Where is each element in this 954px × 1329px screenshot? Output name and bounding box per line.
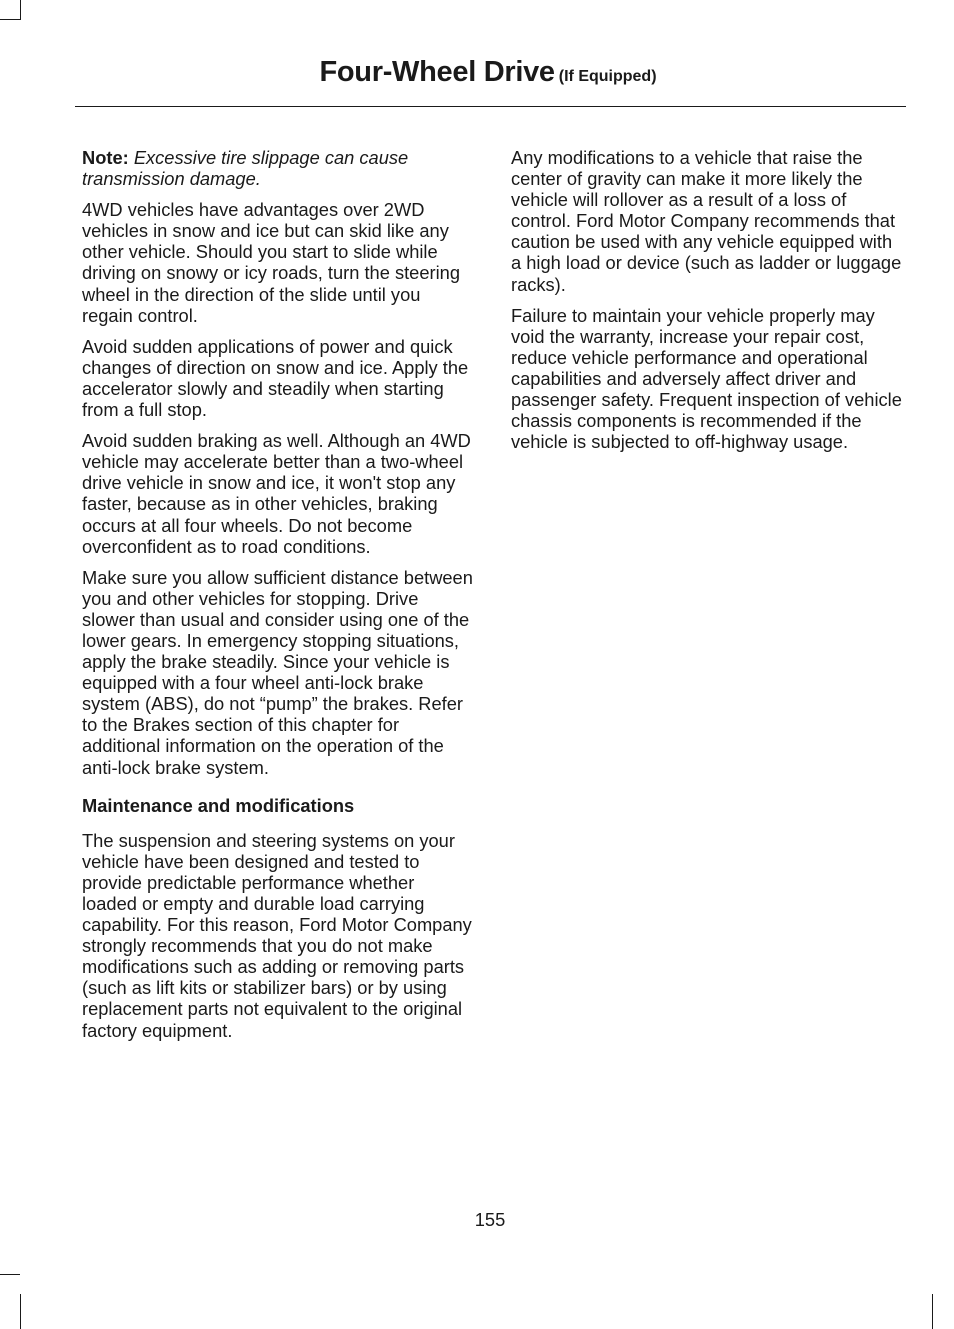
crop-mark-top-left-vertical	[20, 0, 21, 19]
page-title: Four-Wheel Drive	[319, 56, 555, 88]
body-paragraph: The suspension and steering systems on your vehicle have been designed and tested to provide predictable performance whether loaded or empty and durable load carrying capability. For this reason, Ford Motor Company strongly recommends that you do not make modifications such as adding or removing parts (such as lift kits or stabilizer bars) or by using replacement parts not equivalent to the original factory equipment.	[82, 829, 472, 1041]
crop-mark-bottom-left-vertical	[20, 1294, 21, 1329]
page-header	[0, 56, 954, 89]
right-column	[511, 147, 903, 462]
page-subtitle: (If Equipped)	[558, 68, 657, 85]
body-paragraph: Make sure you allow sufficient distance between you and other vehicles for stopping. Drive slower than usual and consider using one of the lower gears. In emergency stopping situations, apply the brake steadily. Since your vehicle is equipped with a four wheel anti-lock brake system (ABS), do not “pump” the brakes. Refer to the Brakes section of this chapter for additional information on the operation of the anti-lock brake system.	[82, 566, 473, 778]
crop-mark-bottom-right-vertical	[932, 1294, 933, 1329]
body-paragraph: Failure to maintain your vehicle properly may void the warranty, increase your repair cost, reduce vehicle performance and operational capabilities and adversely affect driver and passenger safety. Frequent inspection of vehicle chassis components is recommended if the vehicle is subjected to off-highway usage.	[511, 304, 902, 453]
left-column	[82, 147, 474, 1051]
body-paragraph: Avoid sudden applications of power and quick changes of direction on snow and ice. Apply the accelerator slowly and steadily when starting from a full stop.	[82, 335, 469, 421]
section-heading: Maintenance and modifications	[82, 794, 355, 816]
note-paragraph	[82, 147, 474, 189]
body-paragraph: Any modifications to a vehicle that raise the center of gravity can make it more likely the vehicle will rollover as a result of a loss of control. Ford Motor Company recommends that caution be used with any vehicle equipped with a high load or device (such as ladder or luggage racks).	[511, 147, 902, 295]
header-rule	[75, 106, 906, 107]
body-paragraph: 4WD vehicles have advantages over 2WD vehicles in snow and ice but can skid like any other vehicle. Should you start to slide while driving on snowy or icy roads, turn the steering wheel in the direction of the slide until you regain control.	[82, 199, 460, 326]
note-label: Note:	[82, 147, 129, 168]
crop-mark-top-left-horizontal	[0, 19, 21, 20]
note-text: Excessive tire slippage can cause transmission damage.	[82, 147, 409, 190]
page-number: 155	[474, 1209, 506, 1230]
body-paragraph: Avoid sudden braking as well. Although an 4WD vehicle may accelerate better than a two-wheel drive vehicle in snow and ice, it won't stop any faster, because as in other vehicles, braking occurs at all four wheels. Do not become overconfident as to road conditions.	[82, 430, 471, 557]
crop-mark-bottom-left-horizontal	[0, 1274, 20, 1275]
